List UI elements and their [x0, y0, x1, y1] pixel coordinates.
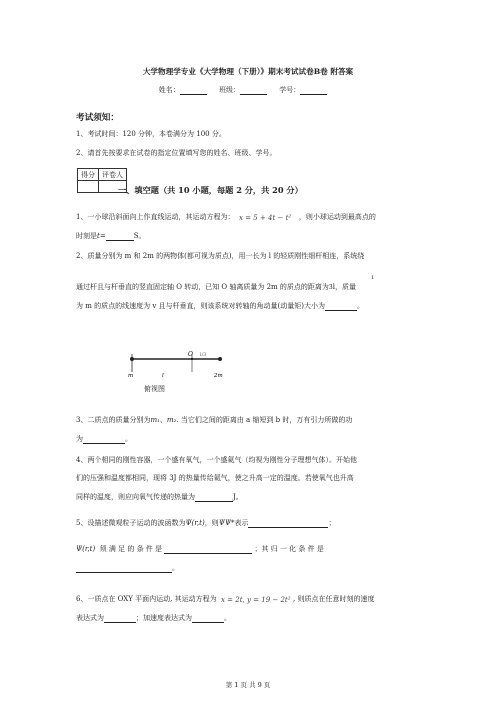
q2-fraction-numerator: 1 — [371, 275, 375, 281]
distance-label: l/3 — [200, 352, 207, 358]
id-field[interactable] — [300, 87, 327, 95]
q2-line2: 通过杆且与杆垂直的竖直固定轴 O 转动，已知 O 轴离质量为 2m 的质点的距离为3l，质量 — [76, 283, 356, 291]
student-info-line — [0, 85, 496, 95]
q5-line1: 5、设描述微观粒子运动的波函数为Ψ(r,t)，则ΨΨ*表示 ； — [76, 519, 336, 527]
notice-item-1: 1、考试时间：120 分钟，本卷满分为 100 分。 — [76, 130, 226, 138]
q5-line2: Ψ(r,t) 须 满 足 的 条 件 是 ；其 归 一 化 条 件 是 — [76, 545, 324, 553]
q4-line3: 同样的温度，则应向氧气传递的热量为 J。 — [76, 493, 243, 501]
name-label: 姓名： — [158, 86, 180, 94]
q1-line2: 时刻是t= S。 — [76, 232, 146, 240]
svg-text:x = 5 + 4t − t²: x = 5 + 4t − t² — [238, 214, 291, 222]
grader-label: 评卷人 — [99, 169, 127, 181]
q5-answer-blank-3[interactable] — [76, 565, 172, 573]
svg-text:x = 2t, y = 19 − 2t²: x = 2t, y = 19 − 2t² — [220, 596, 291, 604]
exam-title: 大学物理学专业《大学物理（下册）》期末考试试卷B卷 附答案 — [142, 67, 354, 76]
class-field[interactable] — [240, 87, 267, 95]
q5-line3: 。 — [76, 564, 179, 573]
q4-line1: 4、两个相同的刚性容器，一个盛有氧气，一个盛氦气（均视为刚性分子理想气体）。开始他 — [76, 456, 357, 464]
notice-heading: 考试须知： — [76, 113, 119, 123]
q3-line1: 3、二质点的质量分别为m₁、m₂. 当它们之间的距离由 a 缩短到 b 时，万有引力所做的功 — [76, 416, 353, 424]
q1-equation-image — [237, 212, 297, 222]
q5-answer-blank-2[interactable] — [164, 546, 252, 554]
figure-caption: 俯视图 — [144, 385, 165, 393]
q6-line1: 6、一质点在 OXY 平面内运动, 其运动方程为 x = 2t, y = 19 − 2t² , 则质点在任意时刻的速度 — [76, 595, 375, 604]
q4-answer-blank[interactable] — [195, 494, 233, 502]
mass-2m-label: 2m — [214, 373, 223, 379]
q2-line3: 为 m 的质点的线速度为 v 且与杆垂直，则该系统对转轴的角动量(动量矩)大小为 。 — [76, 302, 364, 310]
mass-m-label: m — [128, 373, 134, 379]
rod-length-label: l — [162, 373, 164, 379]
axis-o-label: O — [188, 351, 193, 358]
q3-line2: 为 。 — [76, 435, 132, 443]
q4-line2: 们的压强和温度都相同，现将 3J 的热量传给氦气，使之升高一定的温度。若使氧气也升高 — [76, 474, 354, 482]
q2-answer-blank[interactable] — [325, 303, 357, 311]
q1-answer-blank[interactable] — [106, 233, 134, 241]
q5-answer-blank-1[interactable] — [248, 520, 328, 528]
q1-line1: 1、一小球沿斜面向上作直线运动，其运动方程为： x = 5 + 4t − t² ，则小球运动到最高点的 — [76, 213, 376, 222]
q2-line1: 2、质量分别为 m 和 2m 的两物体(都可视为质点)，用一长为 l 的轻质刚性细杆相连，系统绕 — [76, 252, 365, 260]
section-heading: 一、填空题（共 10 小题，每题 2 分，共 20 分） — [118, 185, 303, 195]
q6-answer-blank-1[interactable] — [104, 615, 136, 623]
notice-item-2: 2、请首先按要求在试卷的指定位置填写您的姓名、班级、学号。 — [76, 149, 277, 157]
class-label: 班级： — [219, 86, 240, 94]
q3-answer-blank[interactable] — [83, 436, 125, 444]
id-label: 学号： — [279, 86, 301, 94]
q6-answer-blank-2[interactable] — [192, 615, 224, 623]
score-label: 得分 — [78, 169, 99, 181]
q6-equation-image — [219, 594, 291, 604]
q2-diagram — [128, 346, 238, 382]
score-cell[interactable] — [78, 181, 99, 193]
page-footer: 第 1 页 共 9 页 — [225, 681, 271, 689]
q6-line2: 表达式为 ；加速度表达式为 。 — [76, 614, 231, 622]
name-field[interactable] — [180, 87, 207, 95]
